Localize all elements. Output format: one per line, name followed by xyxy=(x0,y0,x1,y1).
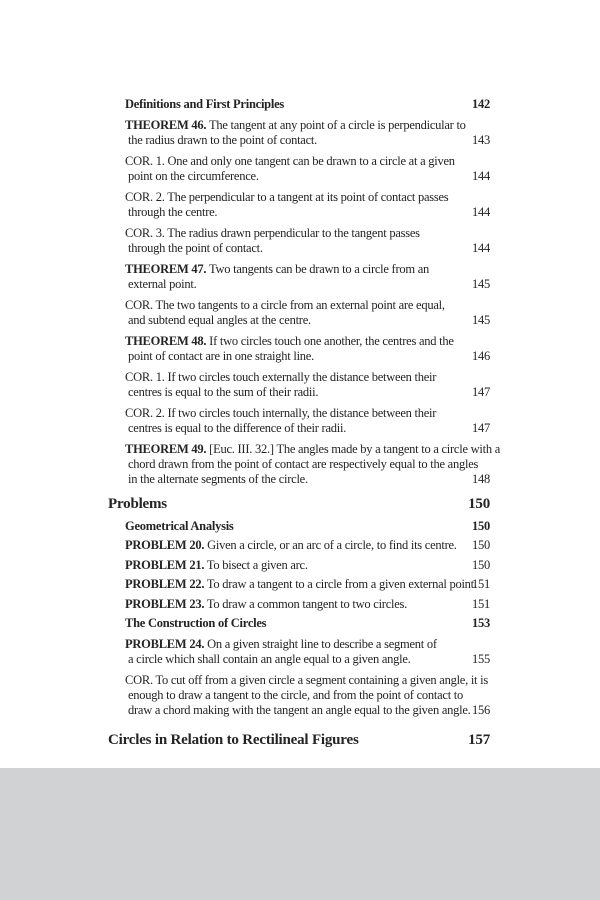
toc-entry-text xyxy=(125,538,464,553)
toc-entry-line: PROBLEM 20. Given a circle, or an arc of a circle, to find its centre. xyxy=(125,538,457,552)
toc-entry xyxy=(108,442,501,487)
toc-entry-page-number: 157 xyxy=(468,732,490,748)
toc-entry xyxy=(108,298,490,328)
toc-entry-page-number: 144 xyxy=(472,241,490,255)
toc-entry-text xyxy=(125,226,464,256)
toc-entry-page-number: 145 xyxy=(472,313,490,327)
toc-entry-text xyxy=(125,616,464,631)
toc-entry xyxy=(108,519,490,534)
toc-entry-page-number: 151 xyxy=(472,596,490,611)
toc-entry-line: The Construction of Circles xyxy=(125,616,267,630)
toc-entry-prefix: THEOREM 47. xyxy=(125,262,207,276)
toc-entry-line: the radius drawn to the point of contact. xyxy=(128,133,317,147)
toc-entry xyxy=(108,118,490,148)
toc-entry-page-number: 143 xyxy=(472,133,490,147)
toc-entry xyxy=(108,370,490,400)
toc-entry-line: point on the circumference. xyxy=(128,169,259,183)
toc-entry xyxy=(108,731,490,750)
toc-entry-line: draw a chord making with the tangent an angle equal to the given angle. xyxy=(128,703,471,717)
toc-entry-line: THEOREM 47. Two tangents can be drawn to a circle from an xyxy=(125,262,430,276)
toc-entry xyxy=(108,190,490,220)
toc-entry xyxy=(108,334,490,364)
toc-entry-line: point of contact are in one straight line. xyxy=(128,349,314,363)
toc-entry-line: in the alternate segments of the circle. xyxy=(128,472,308,486)
toc-entry-text xyxy=(125,334,464,364)
toc-entry-page-number: 144 xyxy=(472,205,490,219)
toc-entry-line: THEOREM 48. If two circles touch one another, the centres and the xyxy=(125,334,454,348)
toc-entry xyxy=(108,406,490,436)
toc-entry-page-number: 142 xyxy=(472,97,490,111)
toc-entry-line: and subtend equal angles at the centre. xyxy=(128,313,311,327)
toc-entry-prefix: THEOREM 49. xyxy=(125,442,207,456)
toc-entry-text xyxy=(125,637,464,667)
toc-entry xyxy=(108,262,490,292)
toc-entry-line: COR. 2. If two circles touch internally, the distance between their xyxy=(125,406,437,420)
page-outside-background xyxy=(0,768,600,900)
toc-entry-text xyxy=(108,495,460,514)
toc-entry-line: THEOREM 49. [Euc. III. 32.] The angles made by a tangent to a circle with a xyxy=(125,442,501,456)
toc-entry xyxy=(108,637,490,667)
toc-entry xyxy=(108,495,490,514)
toc-entry-line: Problems xyxy=(108,496,167,512)
toc-entry-line: PROBLEM 21. To bisect a given arc. xyxy=(125,557,308,572)
toc-entry-text xyxy=(125,558,464,573)
toc-entry-page-number: 145 xyxy=(472,277,490,291)
toc-entry xyxy=(108,673,490,718)
toc-entry-text xyxy=(125,262,464,292)
toc-entry-line: PROBLEM 22. To draw a tangent to a circle from a given external point. xyxy=(125,577,477,591)
toc-entry-line: enough to draw a tangent to the circle, and from the point of contact to xyxy=(128,688,464,702)
toc-entry-line: external point. xyxy=(128,277,197,291)
toc-entry-prefix: PROBLEM 21. xyxy=(125,557,205,572)
toc-entry-line: Circles in Relation to Rectilineal Figures xyxy=(108,732,359,748)
toc-entry xyxy=(108,616,490,631)
toc-entry-prefix: PROBLEM 23. xyxy=(125,596,205,611)
toc-entry-prefix: THEOREM 48. xyxy=(125,334,207,348)
toc-entry-text xyxy=(108,731,460,750)
toc-entry-prefix: PROBLEM 22. xyxy=(125,577,205,591)
toc-entry-page-number: 156 xyxy=(472,703,490,717)
toc-entry-page-number: 150 xyxy=(472,538,490,552)
toc-entry-text xyxy=(125,118,464,148)
toc-entry xyxy=(108,577,490,592)
toc-entry-prefix: THEOREM 46. xyxy=(125,118,207,132)
toc-entry-prefix: PROBLEM 20. xyxy=(125,538,205,552)
toc-entry-line: a circle which shall contain an angle equal to a given angle. xyxy=(128,652,411,666)
toc-entry-page-number: 150 xyxy=(468,496,490,512)
toc-entry-page-number: 146 xyxy=(472,349,490,363)
toc-entry-line: Geometrical Analysis xyxy=(125,518,234,533)
toc-entry-line: PROBLEM 23. To draw a common tangent to two circles. xyxy=(125,596,408,611)
toc-entry-text xyxy=(125,519,464,534)
toc-entry-line: THEOREM 46. The tangent at any point of a circle is perpendicular to xyxy=(125,118,466,132)
toc-entry-line: through the point of contact. xyxy=(128,241,263,255)
toc-entry-line: centres is equal to the sum of their radii. xyxy=(128,385,319,399)
toc-entry-page-number: 151 xyxy=(472,577,490,591)
toc-entry-page-number: 150 xyxy=(472,518,490,533)
toc-entry xyxy=(108,597,490,612)
toc-entry-prefix: PROBLEM 24. xyxy=(125,637,205,651)
toc-entry-text xyxy=(125,370,464,400)
toc-entry-line: chord drawn from the point of contact are respectively equal to the angles xyxy=(128,457,479,471)
toc-entry-text xyxy=(125,190,464,220)
toc-entry-line: centres is equal to the difference of their radii. xyxy=(128,421,347,435)
toc-entry-text xyxy=(125,406,464,436)
toc-entry-text xyxy=(125,597,464,612)
toc-entry-text xyxy=(125,154,464,184)
toc-entry-line: COR. 1. One and only one tangent can be drawn to a circle at a given xyxy=(125,154,455,168)
toc-entry xyxy=(108,226,490,256)
toc-entry-line: COR. 1. If two circles touch externally the distance between their xyxy=(125,370,437,384)
toc-entry-page-number: 153 xyxy=(472,616,490,630)
toc-entry xyxy=(108,558,490,573)
toc-entry-text xyxy=(125,97,464,112)
toc-entry-page-number: 148 xyxy=(472,472,490,486)
toc-entry-line: COR. To cut off from a given circle a segment containing a given angle, it is xyxy=(125,673,488,687)
toc-entry-line: PROBLEM 24. On a given straight line to describe a segment of xyxy=(125,637,437,651)
toc-entry-page-number: 155 xyxy=(472,652,490,666)
toc-entry xyxy=(108,97,490,112)
toc-entry-line: COR. 2. The perpendicular to a tangent at its point of contact passes xyxy=(125,190,449,204)
toc-entry-page-number: 144 xyxy=(472,169,490,183)
toc-entry xyxy=(108,538,490,553)
toc-entry-line: COR. 3. The radius drawn perpendicular to the tangent passes xyxy=(125,226,420,240)
toc-entry-page-number: 147 xyxy=(472,421,490,435)
toc-entry xyxy=(108,154,490,184)
toc-entry-line: Definitions and First Principles xyxy=(125,97,285,111)
table-of-contents xyxy=(108,97,501,750)
toc-entry-text xyxy=(125,298,464,328)
toc-entry-text xyxy=(125,577,477,592)
toc-entry-line: through the centre. xyxy=(128,205,218,219)
toc-entry-page-number: 147 xyxy=(472,385,490,399)
toc-entry-page-number: 150 xyxy=(472,557,490,572)
toc-entry-line: COR. The two tangents to a circle from an external point are equal, xyxy=(125,298,445,312)
